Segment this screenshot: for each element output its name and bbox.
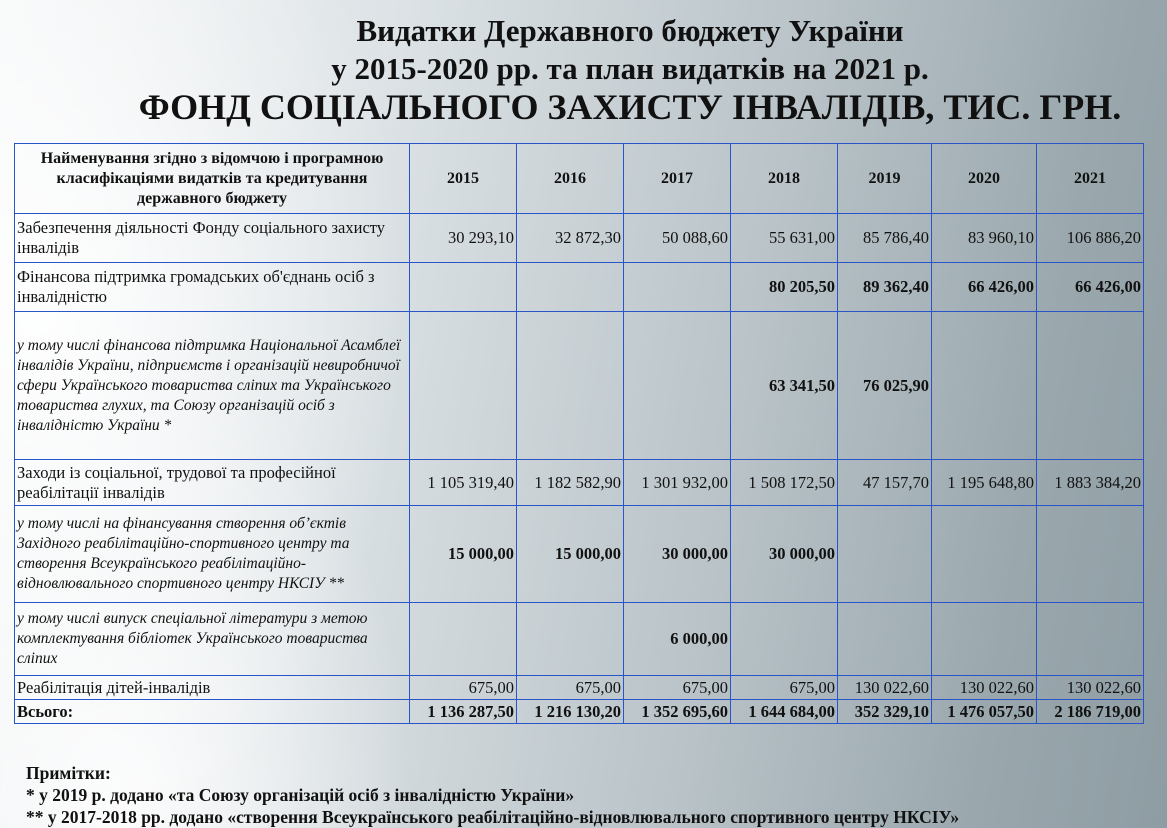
row-name: Заходи із соціальної, трудової та професійної реабілітації інвалідів (15, 460, 410, 506)
cell-value: 50 088,60 (624, 214, 731, 263)
table-row (15, 603, 1144, 676)
cell-value: 66 426,00 (932, 263, 1037, 312)
title-line-3: ФОНД СОЦІАЛЬНОГО ЗАХИСТУ ІНВАЛІДІВ, ТИС. ГРН. (138, 87, 1122, 127)
cell-value: 89 362,40 (838, 263, 932, 312)
cell-value: 66 426,00 (1037, 263, 1144, 312)
total-value: 1 216 130,20 (517, 700, 624, 724)
total-value: 1 476 057,50 (932, 700, 1037, 724)
cell-value: 85 786,40 (838, 214, 932, 263)
header-name-cell: Найменування згідно з відомчою і програмною класифікаціями видатків та кредитування державного бюджету (15, 144, 410, 214)
cell-value: 30 000,00 (624, 506, 731, 603)
header-year-2017: 2017 (624, 144, 731, 214)
cell-value (932, 312, 1037, 460)
note-2: ** у 2017-2018 рр. додано «створення Всеукраїнського реабілітаційно-відновлювального спортивного центру НКСІУ» (26, 807, 960, 827)
header-row (15, 144, 1144, 214)
table-row (15, 312, 1144, 460)
cell-value (932, 506, 1037, 603)
row-name: Реабілітація дітей-інвалідів (15, 676, 410, 700)
cell-value (1037, 506, 1144, 603)
cell-value: 1 195 648,80 (932, 460, 1037, 506)
cell-value: 1 883 384,20 (1037, 460, 1144, 506)
header-year-2018: 2018 (731, 144, 838, 214)
cell-value: 63 341,50 (731, 312, 838, 460)
cell-value: 675,00 (624, 676, 731, 700)
title-line-1: Видатки Державного бюджету України (356, 13, 904, 48)
table-row (15, 676, 1144, 700)
row-name: у тому числі фінансова підтримка Національної Асамблеї інвалідів України, підприємств і організацій невиробничої сфери Українського товариства сліпих та Українського товариства глухих, та Союзу організацій осіб з інвалідністю України * (15, 312, 410, 460)
budget-table (14, 143, 1144, 724)
cell-value (624, 312, 731, 460)
row-name: Фінансова підтримка громадських об'єднань осіб з інвалідністю (15, 263, 410, 312)
note-1: * у 2019 р. додано «та Союзу організацій осіб з інвалідністю України» (26, 785, 575, 805)
header-year-2019: 2019 (838, 144, 932, 214)
notes (26, 762, 959, 828)
cell-value (932, 603, 1037, 676)
title-line-2: у 2015-2020 рр. та план видатків на 2021 р. (331, 51, 929, 86)
row-name: у тому числі на фінансування створення об’єктів Західного реабілітаційно-спортивного центру та створення Всеукраїнського реабілітаційно-відновлювального спортивного центру НКСІУ ** (15, 506, 410, 603)
total-value: 1 352 695,60 (624, 700, 731, 724)
cell-value (410, 312, 517, 460)
cell-value: 1 301 932,00 (624, 460, 731, 506)
cell-value (410, 263, 517, 312)
cell-value: 130 022,60 (1037, 676, 1144, 700)
header-year-2021: 2021 (1037, 144, 1144, 214)
cell-value: 47 157,70 (838, 460, 932, 506)
row-name: у тому числі випуск спеціальної літератури з метою комплектування бібліотек Українського товариства сліпих (15, 603, 410, 676)
cell-value: 15 000,00 (410, 506, 517, 603)
cell-value (410, 603, 517, 676)
header-year-2016: 2016 (517, 144, 624, 214)
cell-value (517, 603, 624, 676)
cell-value: 106 886,20 (1037, 214, 1144, 263)
cell-value: 130 022,60 (838, 676, 932, 700)
cell-value: 1 508 172,50 (731, 460, 838, 506)
cell-value: 15 000,00 (517, 506, 624, 603)
cell-value: 1 105 319,40 (410, 460, 517, 506)
total-value: 1 136 287,50 (410, 700, 517, 724)
table-row (15, 214, 1144, 263)
notes-heading: Примітки: (26, 763, 111, 783)
table-row (15, 506, 1144, 603)
total-value: 1 644 684,00 (731, 700, 838, 724)
cell-value: 30 000,00 (731, 506, 838, 603)
cell-value: 76 025,90 (838, 312, 932, 460)
cell-value (731, 603, 838, 676)
header-year-2015: 2015 (410, 144, 517, 214)
cell-value (1037, 603, 1144, 676)
cell-value: 32 872,30 (517, 214, 624, 263)
cell-value (1037, 312, 1144, 460)
table-row (15, 263, 1144, 312)
cell-value: 675,00 (517, 676, 624, 700)
cell-value: 130 022,60 (932, 676, 1037, 700)
cell-value: 6 000,00 (624, 603, 731, 676)
cell-value (517, 312, 624, 460)
cell-value: 83 960,10 (932, 214, 1037, 263)
total-label: Всього: (15, 700, 410, 724)
cell-value (838, 506, 932, 603)
cell-value: 80 205,50 (731, 263, 838, 312)
total-value: 352 329,10 (838, 700, 932, 724)
table-row (15, 460, 1144, 506)
cell-value (517, 263, 624, 312)
total-row (15, 700, 1144, 724)
cell-value (624, 263, 731, 312)
cell-value: 55 631,00 (731, 214, 838, 263)
cell-value: 675,00 (731, 676, 838, 700)
cell-value (838, 603, 932, 676)
cell-value: 675,00 (410, 676, 517, 700)
total-value: 2 186 719,00 (1037, 700, 1144, 724)
row-name: Забезпечення діяльності Фонду соціального захисту інвалідів (15, 214, 410, 263)
cell-value: 30 293,10 (410, 214, 517, 263)
cell-value: 1 182 582,90 (517, 460, 624, 506)
header-year-2020: 2020 (932, 144, 1037, 214)
